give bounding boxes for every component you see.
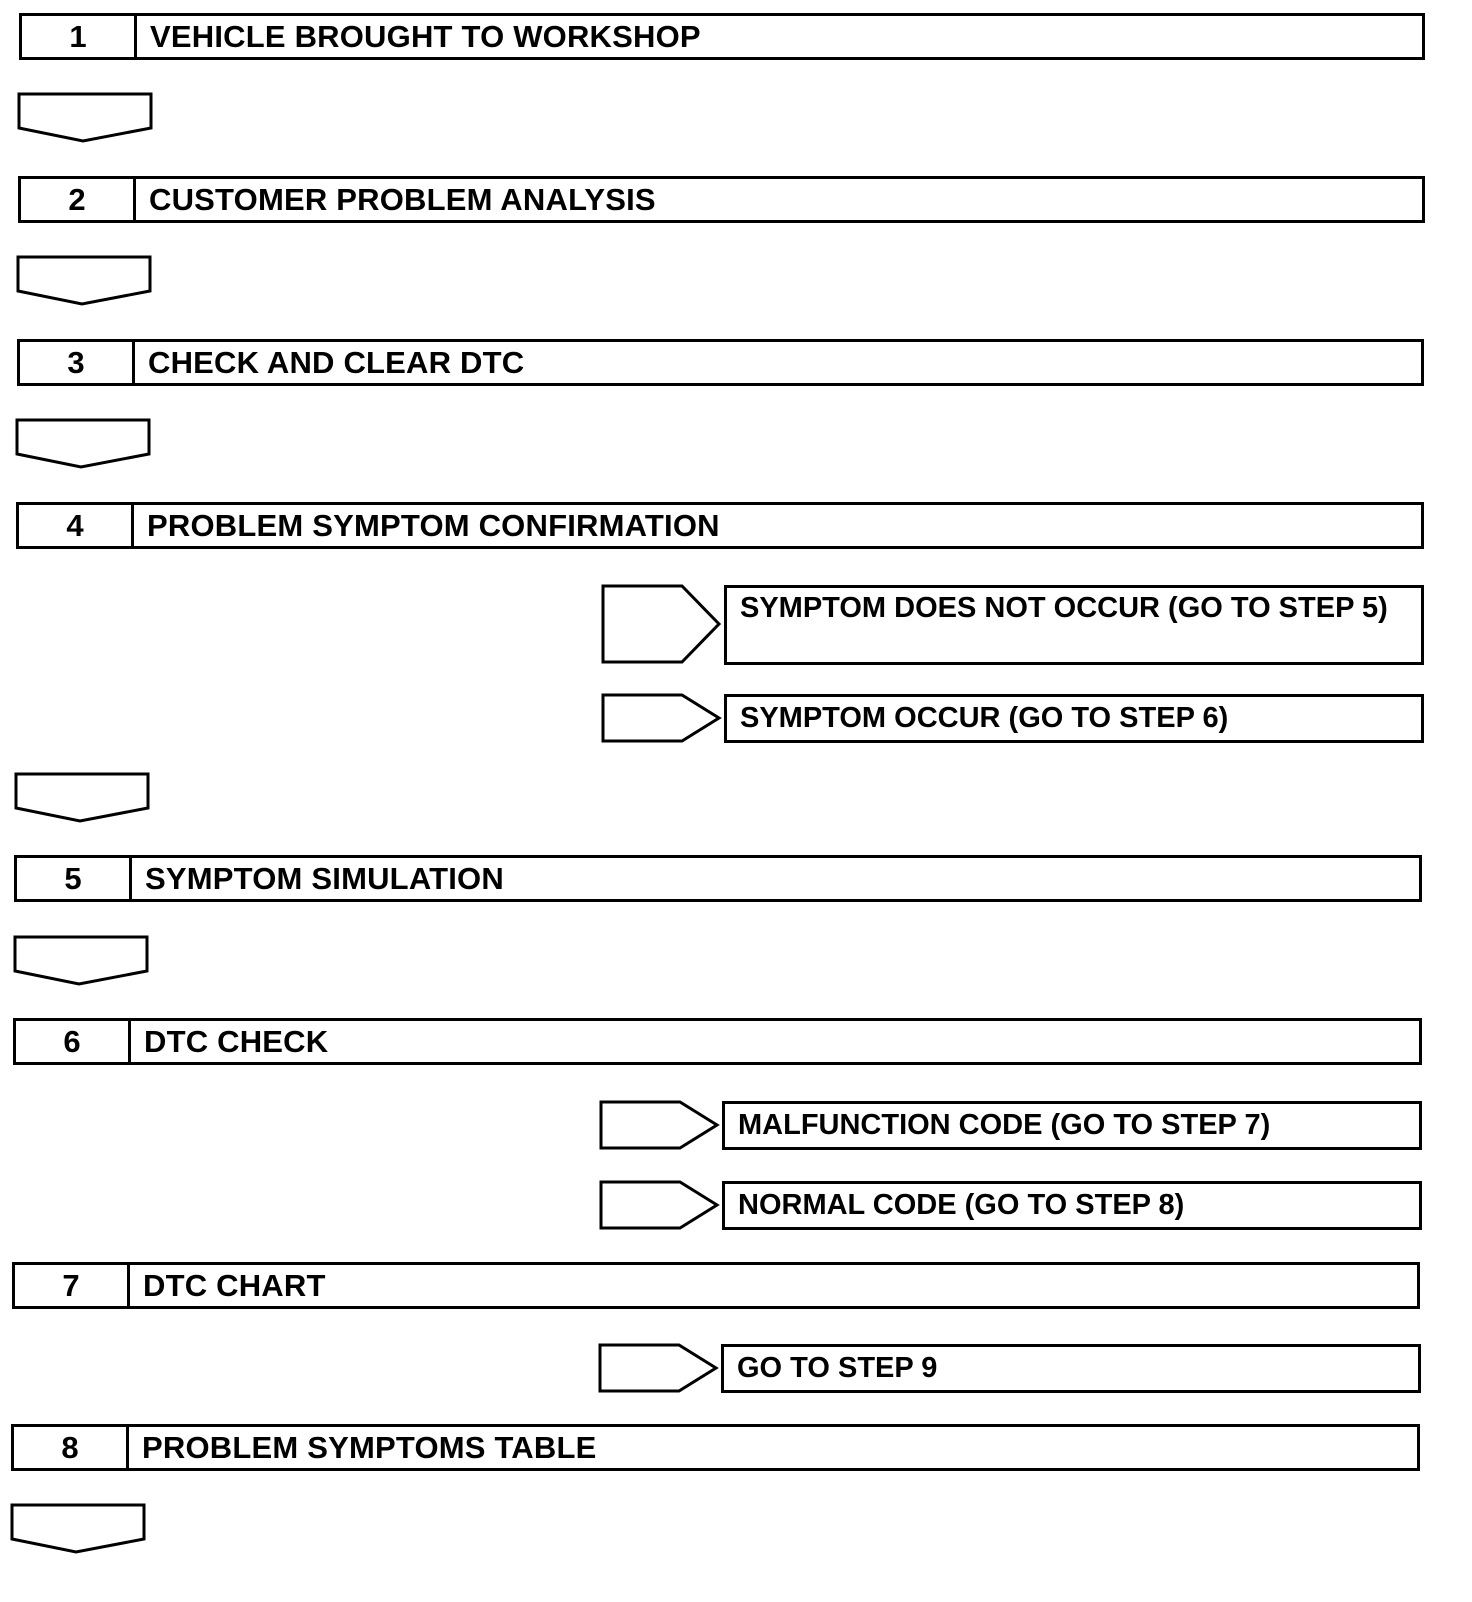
step-number: 4 [19, 505, 134, 546]
step-title: DTC CHART [143, 1268, 326, 1303]
step-number: 8 [14, 1427, 129, 1468]
step-number: 7 [15, 1265, 130, 1306]
step-1-box [19, 13, 1425, 60]
step-title: SYMPTOM SIMULATION [145, 861, 504, 896]
step-5-box [14, 855, 1422, 902]
chevron-right-icon [600, 692, 722, 744]
step-title: PROBLEM SYMPTOM CONFIRMATION [147, 508, 720, 543]
chevron-down-icon [12, 934, 152, 988]
chevron-right-icon [597, 1342, 719, 1394]
branch-symptom-does-not-occur: SYMPTOM DOES NOT OCCUR (GO TO STEP 5) [724, 585, 1424, 665]
step-title: VEHICLE BROUGHT TO WORKSHOP [150, 19, 701, 54]
chevron-right-icon [598, 1099, 720, 1151]
step-number: 3 [20, 342, 135, 383]
step-number: 5 [17, 858, 132, 899]
step-4-box [16, 502, 1424, 549]
step-6-box [13, 1018, 1422, 1065]
step-title: CUSTOMER PROBLEM ANALYSIS [149, 182, 656, 217]
chevron-down-icon [9, 1502, 149, 1556]
chevron-down-icon [14, 417, 154, 471]
branch-normal-code: NORMAL CODE (GO TO STEP 8) [722, 1181, 1422, 1230]
step-7-box [12, 1262, 1420, 1309]
step-number: 1 [22, 16, 137, 57]
branch-go-to-step-9: GO TO STEP 9 [721, 1344, 1421, 1393]
chevron-right-icon [600, 583, 722, 665]
step-title: PROBLEM SYMPTOMS TABLE [142, 1430, 597, 1465]
branch-malfunction-code: MALFUNCTION CODE (GO TO STEP 7) [722, 1101, 1422, 1150]
chevron-right-icon [598, 1179, 720, 1231]
step-3-box [17, 339, 1424, 386]
step-2-box [18, 176, 1425, 223]
chevron-down-icon [13, 771, 153, 825]
chevron-down-icon [16, 91, 156, 145]
step-number: 2 [21, 179, 136, 220]
step-title: CHECK AND CLEAR DTC [148, 345, 525, 380]
step-title: DTC CHECK [144, 1024, 329, 1059]
step-number: 6 [16, 1021, 131, 1062]
step-8-box [11, 1424, 1420, 1471]
chevron-down-icon [15, 254, 155, 308]
branch-symptom-occur: SYMPTOM OCCUR (GO TO STEP 6) [724, 694, 1424, 743]
